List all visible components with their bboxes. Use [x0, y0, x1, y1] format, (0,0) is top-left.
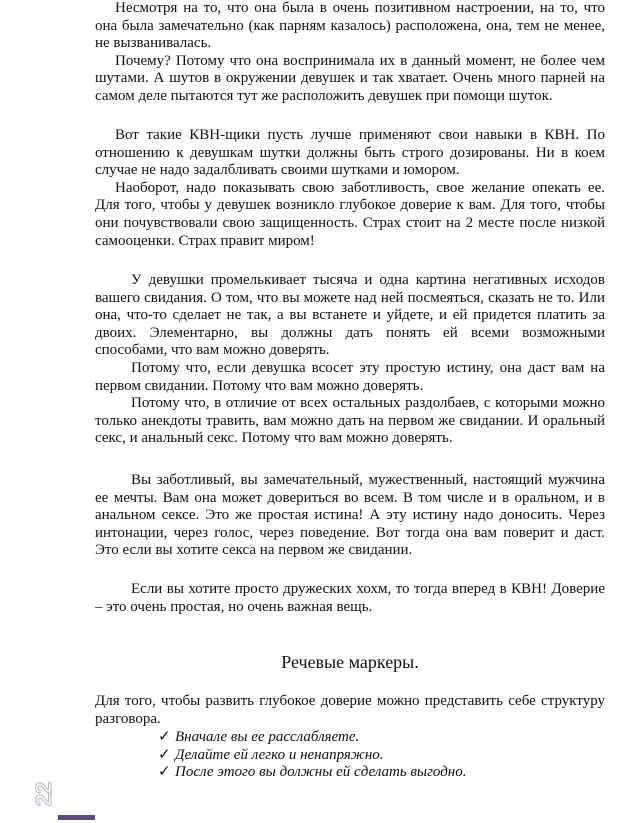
bullet-text: Делайте ей легко и ненапряжно. — [175, 746, 384, 763]
checkmark-icon: ✓ — [158, 746, 171, 763]
paragraph: Если вы хотите просто дружеских хохм, то тогда вперед в КВН! Доверие – это очень простая, но очень важная вещь. — [95, 581, 605, 615]
bullet-text: После этого вы должны ей сделать выгодно. — [175, 764, 467, 781]
text-block-4 — [95, 472, 605, 560]
list-item — [158, 747, 467, 765]
checkmark-icon: ✓ — [158, 764, 171, 781]
intro-block — [95, 693, 605, 728]
paragraph: Почему? Потому что она воспринимала их в данный момент, не более чем шутами. А шутов в окружении девушек и так хватает. Очень много парней на самом деле пытаются тут же расположить девушек при помощи шуток. — [95, 52, 605, 104]
text-block-2 — [95, 127, 605, 250]
page-number: 22 — [31, 781, 56, 807]
page-accent-bar — [58, 815, 95, 820]
text-block-3 — [95, 272, 605, 448]
paragraph: У девушки промелькивает тысяча и одна картина негативных исходов вашего свидания. О том, что вы можете над ней посмеяться, сказать не то. Или она, что-то сделает не так, а вы встанете и уйдете, и ей придется платить за двоих. Элементарно, вы должны дать понять ей всеми возможными способами, что вам можно доверять. — [95, 272, 605, 359]
list-item — [158, 764, 467, 782]
paragraph: Несмотря на то, что она была в очень позитивном настроении, на то, что она была замечательно (как парням казалось) расположена, она, тем не менее, не вызванивалась. — [95, 0, 605, 52]
paragraph: Вы заботливый, вы замечательный, мужественный, настоящий мужчина ее мечты. Вам она может довериться во всем. В том числе и в оральном, и в анальном сексе. Это же простая истина! А эту истину надо доносить. Через интонации, через голос, через поведение. Вот тогда она вам поверит и даст. Это если вы хотите секса на первом же свидании. — [95, 472, 605, 559]
bullet-list — [158, 729, 467, 782]
paragraph: Потому что, если девушка всосет эту простую истину, она даст вам на первом свидании. Потому что вам можно доверять. — [95, 359, 605, 394]
paragraph: Наоборот, надо показывать свою заботливость, свое желание опекать ее. Для того, чтобы у девушек возникло глубокое доверие к вам. Для того, чтобы они почувствовали свою защищенность. Страх стоит на 2 месте после низкой самооценки. Страх правит миром! — [95, 179, 605, 249]
section-heading: Речевые маркеры. — [281, 652, 419, 672]
bullet-text: Вначале вы ее расслабляете. — [175, 729, 360, 745]
paragraph: Вот такие КВН-щики пусть лучше применяют свои навыки в КВН. По отношению к девушкам шутки должны быть строго дозированы. Ни в коем случае не надо задалбливать своими шутками и юмором. — [95, 127, 605, 179]
text-block-5 — [95, 581, 605, 616]
checkmark-icon: ✓ — [158, 729, 171, 745]
paragraph: Потому что, в отличие от всех остальных раздолбаев, с которыми можно только анекдоты травить, вам можно дать на первом же свидании. И оральный секс, и анальный секс. Потому что вам можно доверять. — [95, 395, 605, 447]
text-block-1 — [95, 0, 605, 106]
intro-paragraph: Для того, чтобы развить глубокое доверие можно представить себе структуру разговора. — [95, 693, 605, 727]
list-item — [158, 729, 467, 747]
